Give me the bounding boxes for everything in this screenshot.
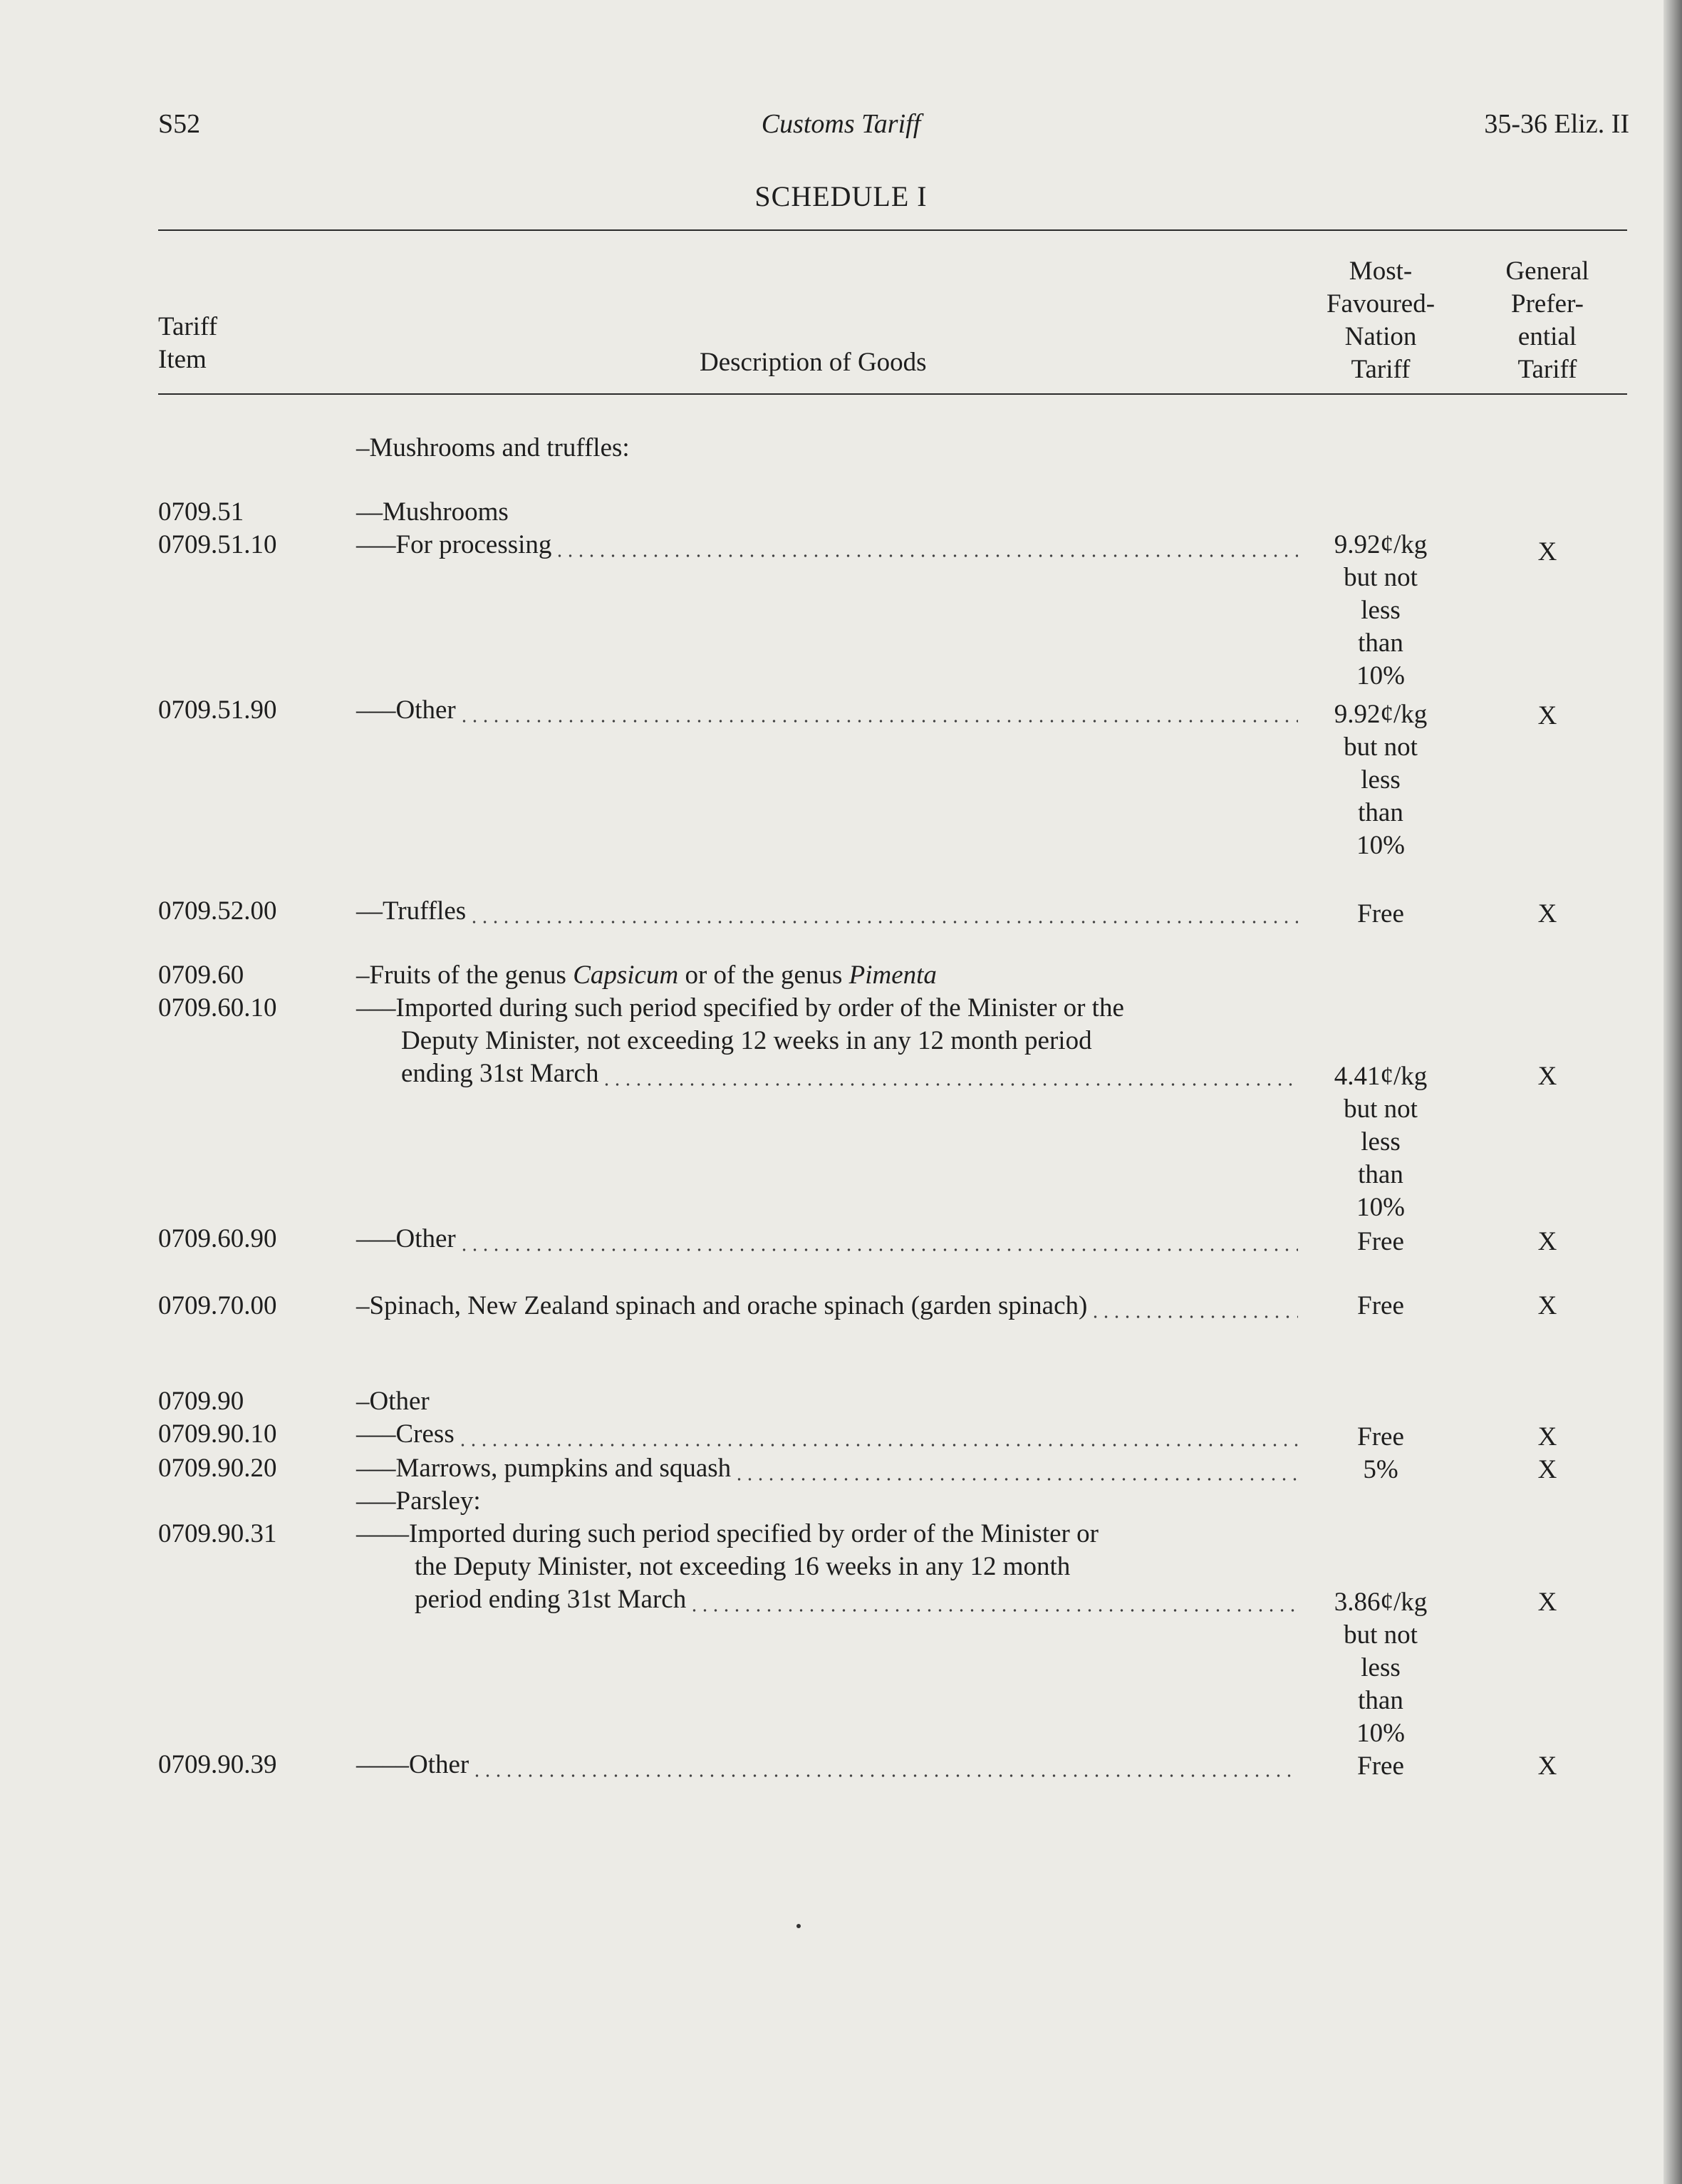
dot-leader <box>459 694 1298 727</box>
tariff-desc: ending 31st March <box>401 1059 599 1088</box>
tariff-code: 0709.51.10 <box>158 530 277 559</box>
tariff-desc: ––––Other <box>356 1750 469 1779</box>
mfn-rate: Free <box>1357 1291 1404 1320</box>
gpt-mark: X <box>1537 1751 1557 1781</box>
tariff-desc: –––Marrows, pumpkins and squash <box>356 1454 732 1483</box>
tariff-code: 0709.51.90 <box>158 695 277 725</box>
tariff-code: 0709.70.00 <box>158 1291 277 1320</box>
tariff-code: 0709.90.39 <box>158 1750 277 1779</box>
tariff-desc: ––Truffles <box>356 896 467 926</box>
tariff-desc-leader <box>356 529 1304 561</box>
column-header-gpt: General Prefer- ential Tariff <box>1505 257 1589 384</box>
mfn-rate: Free <box>1357 1751 1404 1781</box>
dot-leader <box>734 1452 1298 1485</box>
tariff-desc: ––Mushrooms <box>356 497 509 527</box>
gpt-mark: X <box>1537 1455 1557 1484</box>
regnal-year: 35-36 Eliz. II <box>1484 109 1629 139</box>
column-header-tariff-item: Tariff Item <box>158 312 218 374</box>
dot-leader <box>457 1418 1298 1451</box>
dot-leader <box>1090 1290 1298 1323</box>
tariff-desc: –Other <box>356 1387 430 1416</box>
dot-leader <box>459 1223 1298 1256</box>
tariff-desc-leader <box>401 1057 1304 1090</box>
tariff-desc: ––––Imported during such period specified by order of the Minister or <box>356 1519 1099 1548</box>
column-header-description: Description of Goods <box>700 348 927 377</box>
tariff-desc-leader <box>356 1290 1304 1323</box>
tariff-code: 0709.51 <box>158 497 244 527</box>
mfn-rate: 5% <box>1363 1455 1398 1484</box>
tariff-desc-leader <box>356 1749 1304 1781</box>
mfn-rate: 3.86¢/kg but not less than 10% <box>1334 1588 1428 1748</box>
tariff-code: 0709.90.20 <box>158 1454 277 1483</box>
tariff-desc: period ending 31st March <box>415 1585 687 1614</box>
tariff-code: 0709.90.31 <box>158 1519 277 1548</box>
tariff-desc: –––Cress <box>356 1419 455 1449</box>
tariff-desc: –Fruits of the genus Capsicum or of the genus Pimenta <box>356 961 937 990</box>
column-header-mfn-tariff: Most- Favoured- Nation Tariff <box>1326 257 1436 384</box>
tariff-desc: the Deputy Minister, not exceeding 16 weeks in any 12 month <box>415 1552 1071 1581</box>
header-rule <box>158 393 1627 395</box>
dot-leader <box>689 1583 1298 1616</box>
dot-leader <box>601 1057 1298 1090</box>
tariff-desc: –Mushrooms and truffles: <box>356 433 630 462</box>
mfn-rate: 9.92¢/kg but not less than 10% <box>1334 530 1428 690</box>
dot-leader <box>469 895 1298 928</box>
tariff-code: 0709.60.90 <box>158 1224 277 1253</box>
tariff-code: 0709.52.00 <box>158 896 277 926</box>
tariff-code: 0709.60.10 <box>158 993 277 1023</box>
gpt-mark: X <box>1537 1422 1557 1451</box>
gpt-mark: X <box>1537 899 1557 928</box>
mfn-rate: 9.92¢/kg but not less than 10% <box>1334 700 1428 860</box>
page-number: S52 <box>158 109 201 139</box>
tariff-desc: –––Parsley: <box>356 1486 481 1516</box>
print-speck <box>796 1924 801 1928</box>
running-title: Customs Tariff <box>761 109 921 139</box>
mfn-rate: Free <box>1357 1422 1404 1451</box>
tariff-code: 0709.90.10 <box>158 1419 277 1449</box>
tariff-desc: –––For processing <box>356 530 552 559</box>
mfn-rate: Free <box>1357 899 1404 928</box>
tariff-desc-leader <box>356 1223 1304 1256</box>
gpt-mark: X <box>1537 701 1557 730</box>
tariff-desc: –––Imported during such period specified by order of the Minister or the <box>356 993 1124 1023</box>
tariff-desc: –––Other <box>356 695 456 725</box>
schedule-heading: SCHEDULE I <box>754 180 928 212</box>
gpt-mark: X <box>1537 1227 1557 1256</box>
gpt-mark: X <box>1537 1291 1557 1320</box>
tariff-desc: –Spinach, New Zealand spinach and orache spinach (garden spinach) <box>356 1291 1088 1320</box>
tariff-desc: –––Other <box>356 1224 456 1253</box>
mfn-rate: 4.41¢/kg but not less than 10% <box>1334 1062 1428 1222</box>
tariff-desc-leader <box>415 1583 1304 1616</box>
tariff-desc-leader <box>356 694 1304 727</box>
dot-leader <box>554 529 1298 561</box>
tariff-desc-leader <box>356 1418 1304 1451</box>
tariff-desc: Deputy Minister, not exceeding 12 weeks in any 12 month period <box>401 1026 1092 1055</box>
tariff-code: 0709.60 <box>158 961 244 990</box>
dot-leader <box>472 1749 1298 1781</box>
tariff-desc-leader <box>356 1452 1304 1485</box>
tariff-code: 0709.90 <box>158 1387 244 1416</box>
tariff-desc-leader <box>356 895 1304 928</box>
gpt-mark: X <box>1537 537 1557 566</box>
mfn-rate: Free <box>1357 1227 1404 1256</box>
page-edge-shadow <box>1663 0 1682 2184</box>
top-rule <box>158 229 1627 231</box>
gpt-mark: X <box>1537 1062 1557 1091</box>
gpt-mark: X <box>1537 1588 1557 1617</box>
